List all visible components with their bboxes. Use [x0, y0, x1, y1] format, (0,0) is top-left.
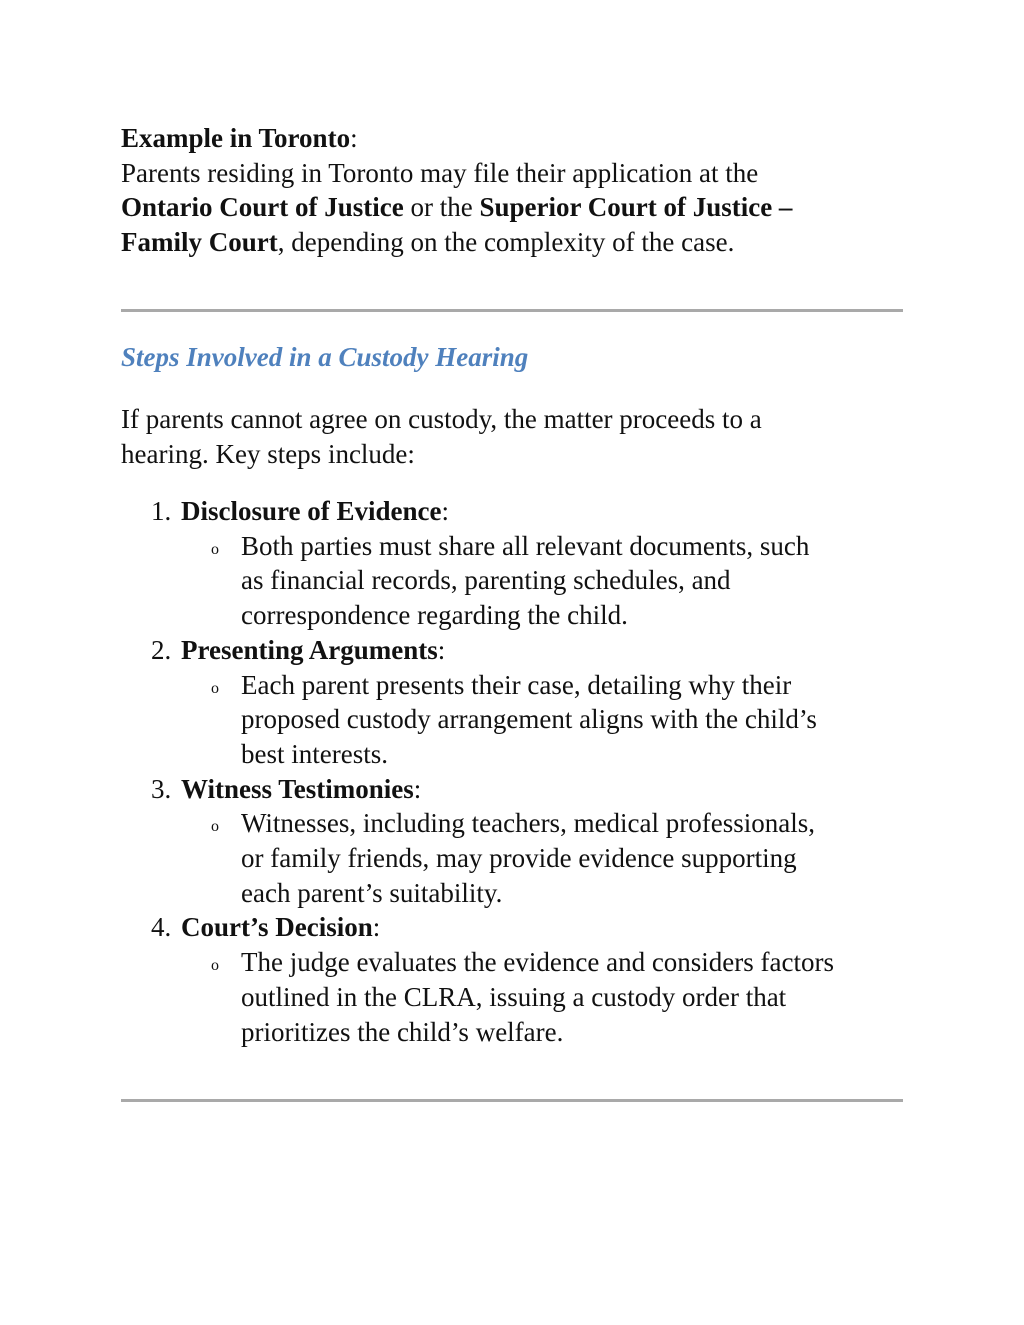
step-title-line — [121, 772, 903, 807]
step-colon: : — [372, 912, 381, 943]
steps-list — [121, 494, 903, 1049]
court-name-family: Family Court — [121, 227, 278, 258]
example-title: Example in Toronto — [121, 123, 351, 153]
step-item — [121, 910, 903, 1049]
step-item — [121, 494, 903, 633]
step-title-line — [121, 633, 903, 668]
step-detail-line: The judge evaluates the evidence and considers factors — [241, 947, 834, 978]
example-line-1: Parents residing in Toronto may file their application at the — [121, 157, 759, 188]
step-detail-line: proposed custody arrangement aligns with the child’s — [241, 704, 817, 735]
intro-line-2: hearing. Key steps include: — [121, 438, 415, 469]
step-detail-line: Both parties must share all relevant documents, such — [241, 530, 810, 561]
example-line-2 — [121, 190, 903, 225]
step-detail-line: or family friends, may provide evidence supporting — [241, 843, 797, 874]
step-detail-line: Each parent presents their case, detailing why their — [241, 669, 792, 700]
step-detail-line: correspondence regarding the child. — [241, 600, 628, 631]
horizontal-divider — [121, 1099, 903, 1102]
horizontal-divider — [121, 309, 903, 312]
court-name-superior: Superior Court of Justice – — [479, 192, 793, 223]
section-intro — [121, 402, 881, 471]
step-detail-line: each parent’s suitability. — [241, 877, 503, 908]
step-number: 1. — [151, 496, 172, 526]
example-title-colon: : — [350, 123, 358, 153]
example-title-line — [121, 121, 903, 156]
circle-bullet-icon: o — [211, 957, 219, 975]
step-colon: : — [441, 496, 449, 526]
step-detail-line: best interests. — [241, 738, 388, 769]
step-detail-line: Witnesses, including teachers, medical professionals, — [241, 808, 816, 839]
step-detail — [121, 668, 903, 772]
step-detail — [121, 945, 903, 1049]
intro-line-1: If parents cannot agree on custody, the matter proceeds to a — [121, 404, 762, 434]
step-label — [151, 912, 380, 942]
example-tail: , depending on the complexity of the case. — [277, 227, 735, 258]
circle-bullet-icon: o — [211, 818, 219, 836]
example-or-the: or the — [403, 192, 480, 223]
step-title: Witness Testimonies — [181, 773, 414, 804]
step-item — [121, 772, 903, 911]
step-number: 2. — [151, 634, 172, 665]
step-title-line — [121, 910, 903, 945]
step-detail-line: outlined in the CLRA, issuing a custody order that — [241, 981, 787, 1012]
example-block — [121, 121, 903, 260]
step-label — [151, 635, 445, 665]
step-detail — [121, 529, 903, 633]
section-heading: Steps Involved in a Custody Hearing — [121, 342, 529, 372]
step-title: Presenting Arguments — [181, 634, 438, 665]
step-title: Disclosure of Evidence — [181, 496, 442, 526]
step-label — [151, 774, 421, 804]
step-item — [121, 633, 903, 772]
step-colon: : — [437, 634, 446, 665]
step-detail-line: as financial records, parenting schedules, and — [241, 565, 731, 596]
step-number: 4. — [151, 912, 172, 943]
circle-bullet-icon: o — [211, 540, 219, 558]
step-title: Court’s Decision — [181, 912, 373, 943]
step-colon: : — [413, 773, 422, 804]
step-title-line — [121, 494, 903, 529]
circle-bullet-icon: o — [211, 679, 219, 697]
example-line-3 — [121, 225, 903, 260]
step-detail-line: prioritizes the child’s welfare. — [241, 1016, 564, 1047]
step-label — [151, 496, 449, 526]
step-number: 3. — [151, 773, 172, 804]
court-name-ontario: Ontario Court of Justice — [121, 192, 404, 223]
step-detail — [121, 806, 903, 910]
